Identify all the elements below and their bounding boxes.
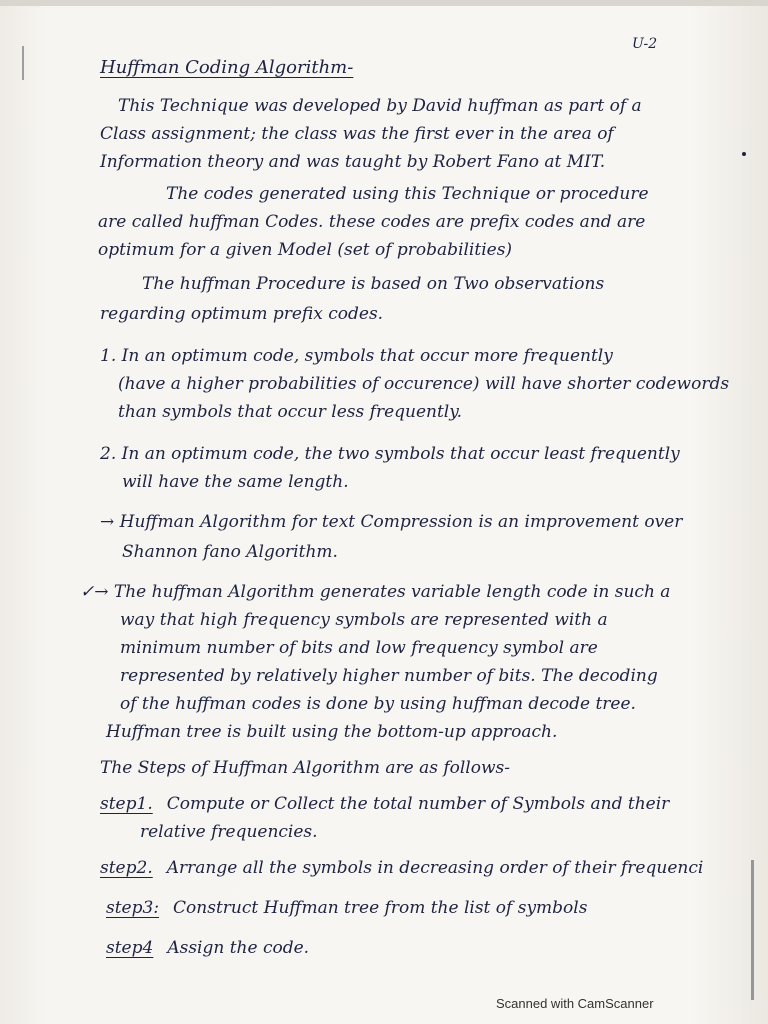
checked-note-line: ✓→ The huffman Algorithm generates variable length code in such a [80, 582, 671, 602]
list-item-line: 2. In an optimum code, the two symbols that occur least frequently [100, 444, 680, 464]
text-line: This Technique was developed by David huffman as part of a [118, 96, 642, 116]
text-line: are called huffman Codes. these codes are prefix codes and are [98, 212, 646, 232]
list-item-line: will have the same length. [122, 472, 349, 492]
list-item-line: (have a higher probabilities of occurence) will have shorter codewords [118, 374, 730, 394]
step-2 [100, 858, 703, 878]
text-line: Class assignment; the class was the first ever in the area of [100, 124, 614, 144]
page-title: Huffman Coding Algorithm- [100, 57, 354, 78]
scan-top-edge [0, 0, 768, 6]
checked-note-line: way that high frequency symbols are represented with a [120, 610, 608, 630]
steps-intro: The Steps of Huffman Algorithm are as follows- [100, 758, 511, 778]
step-3 [106, 898, 587, 918]
margin-mark [22, 46, 30, 80]
step-text: Compute or Collect the total number of Symbols and their [166, 794, 670, 814]
text-line: The codes generated using this Technique or procedure [166, 184, 649, 204]
checked-note-line: minimum number of bits and low frequency symbol are [120, 638, 598, 658]
step-label: step2. [100, 858, 153, 878]
step-text: Construct Huffman tree from the list of symbols [173, 898, 588, 918]
scanner-watermark: Scanned with CamScanner [496, 996, 654, 1011]
checked-note-line: represented by relatively higher number of bits. The decoding [120, 666, 658, 686]
step-label: step3: [106, 898, 160, 918]
step-label: step1. [100, 794, 153, 814]
step-1-continued: relative frequencies. [140, 822, 318, 842]
step-1 [100, 794, 669, 814]
step-label: step4 [106, 938, 154, 958]
text-line: regarding optimum prefix codes. [100, 304, 384, 324]
arrow-note-line: Shannon fano Algorithm. [122, 542, 338, 562]
ink-dot [742, 152, 746, 156]
scan-right-edge [751, 860, 754, 1000]
text-line: Information theory and was taught by Robert Fano at MIT. [100, 152, 606, 172]
list-item-line: than symbols that occur less frequently. [118, 402, 462, 422]
step-text: Arrange all the symbols in decreasing order of their frequenci [166, 858, 704, 878]
arrow-note-line: → Huffman Algorithm for text Compression is an improvement over [100, 512, 683, 532]
text-line: optimum for a given Model (set of probabilities) [98, 240, 513, 260]
page-number: U-2 [632, 36, 658, 52]
checked-note-line: Huffman tree is built using the bottom-up approach. [106, 722, 558, 742]
step-4 [106, 938, 309, 958]
checked-note-line: of the huffman codes is done by using huffman decode tree. [120, 694, 636, 714]
text-line: The huffman Procedure is based on Two observations [142, 274, 605, 294]
step-text: Assign the code. [167, 938, 310, 958]
list-item-line: 1. In an optimum code, symbols that occur more frequently [100, 346, 613, 366]
